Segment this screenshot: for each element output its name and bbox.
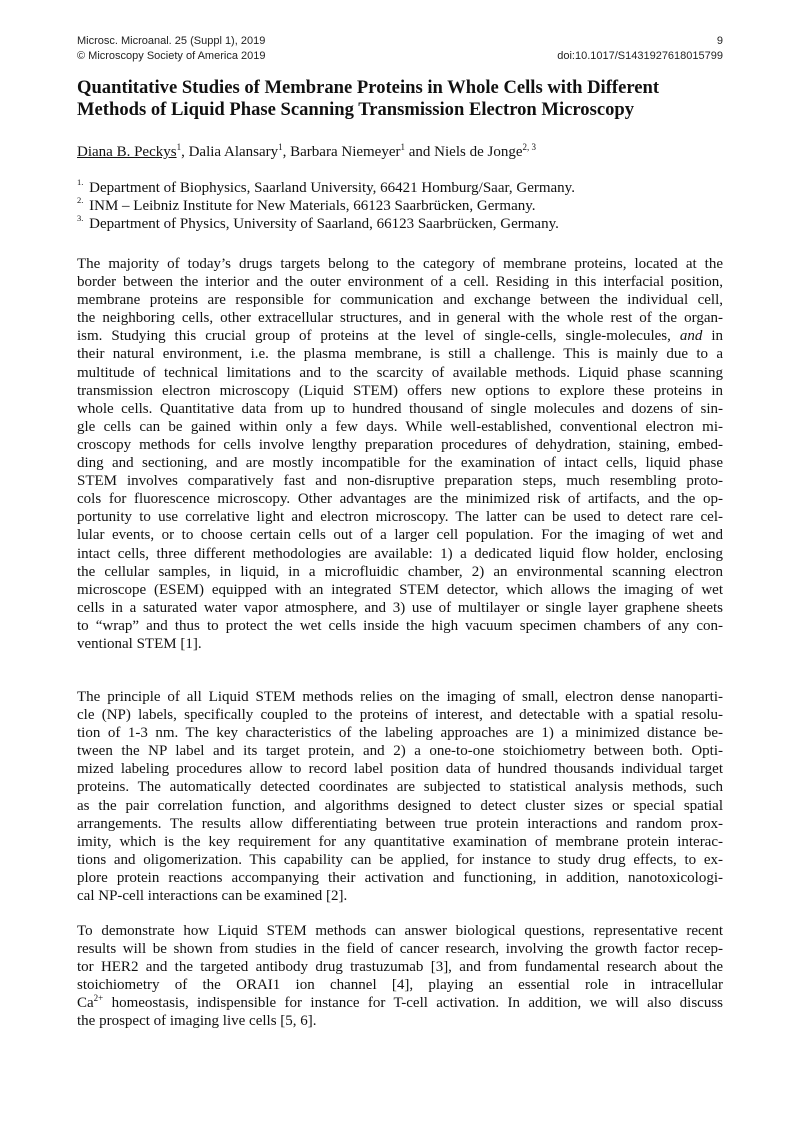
body-paragraph-2	[77, 688, 723, 905]
text-line: arrangements. The results allow differentiating between true protein interactions and random prox-	[77, 815, 723, 832]
paper-title	[77, 77, 727, 121]
text-line: multitude of technical limitations and to the scarcity of available methods. Liquid phase scanning	[77, 364, 723, 381]
author-separator: ,	[181, 144, 189, 160]
author-name: Diana B. Peckys	[77, 144, 177, 160]
author-name: Niels de Jonge	[434, 144, 523, 160]
emphasis-text: and	[679, 328, 703, 345]
author-affiliation-ref: 1	[400, 142, 405, 152]
author-affiliation-ref: 1	[278, 142, 283, 152]
text-line: stoichiometry of the ORAI1 ion channel [4], playing an essential role in intracellular	[77, 977, 723, 994]
text-line: ding and sectioning, and are mostly incompatible for the examination of intact cells, liquid phase	[77, 455, 723, 472]
author-name: Dalia Alansary	[188, 144, 279, 160]
text-line: tween the NP label and its target protein, and 2) a one-to-one stoichiometry between both. Opti-	[77, 743, 723, 760]
text-line: cells in a saturated water vapor atmosphere, and 3) use of multilayer or single layer graphene sheets	[77, 599, 723, 616]
author-affiliation-ref: 1	[176, 142, 182, 152]
line-text: ism. Studying this crucial group of proteins at the level of single-cells, single-molecules,	[77, 328, 671, 345]
author-list	[77, 143, 536, 161]
page-number: 9	[716, 35, 723, 47]
text-line: mized labeling procedures allow to record label position data of hundred thousands individual target	[77, 761, 723, 778]
ion-charge: 2+	[93, 993, 104, 1004]
text-line: border between the interior and the outer environment of a cell. Residing in this interfacial position,	[77, 274, 723, 291]
line-text: in	[702, 328, 724, 345]
text-line: proteins. The automatically detected coordinates are subjected to statistical analysis methods, such	[77, 779, 723, 796]
text-line: transmission electron microscopy (Liquid STEM) offers new options to explore these proteins in	[77, 382, 723, 399]
text-line: the prospect of imaging live cells [5, 6].	[77, 1013, 317, 1030]
text-line: whole cells. Quantitative data from up to hundred thousand of single molecules and dozens of sin-	[77, 400, 723, 417]
affiliation-item	[77, 215, 575, 233]
affiliation-list	[77, 179, 575, 233]
text-line: the neighboring cells, other extracellular structures, and in general with the whole rest of the organ-	[77, 310, 723, 327]
text-line: lular events, or to choose certain cells out of a larger cell population. For the imaging of wet and	[77, 527, 723, 544]
text-line: cal NP-cell interactions can be examined [2].	[77, 888, 348, 905]
text-line	[77, 994, 723, 1012]
author-separator: and	[405, 144, 435, 160]
text-line: plore protein reactions accompanying their activation and functioning, in addition, nanotoxicologi-	[77, 869, 723, 886]
text-line: The majority of today’s drugs targets belong to the category of membrane proteins, located at the	[77, 256, 723, 272]
body-paragraph-3	[77, 922, 723, 1031]
text-line: To demonstrate how Liquid STEM methods can answer biological questions, representative recent	[77, 923, 723, 939]
affiliation-number: 2.	[77, 195, 84, 205]
text-line: tions and oligomerization. This capability can be applied, for instance to study drug effects, to ex-	[77, 851, 723, 868]
text-line: microscope (ESEM) equipped with an integrated STEM detector, which allows the imaging of wet	[77, 581, 723, 598]
text-line: cle (NP) labels, specifically coupled to the proteins of interest, and detectable with a spatial resolu-	[77, 707, 723, 724]
affiliation-item	[77, 179, 575, 197]
text-line: gle cells can be gained within only a few days. While well-established, conventional electron mi-	[77, 418, 723, 435]
affiliation-number: 3.	[77, 213, 84, 223]
journal-citation: Microsc. Microanal. 25 (Suppl 1), 2019	[77, 35, 266, 47]
chemical-symbol: Ca	[77, 995, 94, 1012]
text-line: intact cells, three different methodologies are available: 1) a dedicated liquid flow holder, enclosing	[77, 545, 723, 562]
text-line: tor HER2 and the targeted antibody drug trastuzumab [3], and from fundamental research about the	[77, 959, 723, 976]
text-line: cols for fluorescence microscopy. Other advantages are the minimized risk of artifacts, and the op-	[77, 491, 723, 508]
title-line: Methods of Liquid Phase Scanning Transmission Electron Microscopy	[77, 99, 635, 120]
text-line: their natural environment, i.e. the plasma membrane, is still a challenge. This is mainly due to a	[77, 346, 723, 363]
page-meta	[557, 34, 723, 64]
text-line: membrane proteins are responsible for communication and exchange between the individual cell,	[77, 292, 723, 309]
text-line: The principle of all Liquid STEM methods relies on the imaging of small, electron dense nanoparti-	[77, 689, 723, 705]
text-line: as the pair correlation function, and algorithms designed to detect cluster sizes or special spatial	[77, 797, 723, 814]
copyright-notice: © Microscopy Society of America 2019	[77, 50, 266, 62]
author-separator: ,	[282, 144, 291, 160]
text-line: ventional STEM [1].	[77, 635, 202, 652]
affiliation-text: INM – Leibniz Institute for New Materials, 66123 Saarbrücken, Germany.	[89, 198, 536, 214]
doi-link[interactable]: doi:10.1017/S1431927618015799	[557, 50, 723, 62]
line-text: homeostasis, indispensible for instance for T-cell activation. In addition, we will also discuss	[111, 995, 723, 1012]
affiliation-number: 1.	[77, 177, 84, 187]
affiliation-item	[77, 197, 575, 215]
text-line: imity, which is the key requirement for any quantitative examination of membrane protein interac-	[77, 833, 723, 850]
body-paragraph-1	[77, 255, 723, 653]
text-line: to “wrap” and thus to protect the wet cells inside the high vacuum specimen chambers of any con-	[77, 617, 723, 634]
author-name: Barbara Niemeyer	[290, 144, 401, 160]
text-line: croscopy methods for cells involve lengthy preparation procedures of dehydration, staining, embed-	[77, 436, 723, 453]
text-line: STEM involves comparatively fast and non-disruptive preparation steps, much resembling proto-	[77, 473, 723, 490]
text-line: portunity to use correlative light and electron microscopy. The latter can be used to detect rare cel-	[77, 509, 723, 526]
affiliation-text: Department of Biophysics, Saarland University, 66421 Homburg/Saar, Germany.	[89, 180, 575, 196]
title-line: Quantitative Studies of Membrane Proteins in Whole Cells with Different	[77, 77, 660, 98]
author-affiliation-ref: 2, 3	[522, 142, 536, 152]
affiliation-text: Department of Physics, University of Saarland, 66123 Saarbrücken, Germany.	[89, 216, 559, 232]
text-line	[77, 327, 723, 345]
text-line: results will be shown from studies in the field of cancer research, involving the growth factor recep-	[77, 941, 723, 958]
text-line: the cellular samples, in liquid, in a microfluidic chamber, 2) an environmental scanning electron	[77, 563, 723, 580]
text-line: tion of 1-3 nm. The key characteristics of the labeling approaches are 1) a minimized distance be-	[77, 725, 723, 742]
journal-header	[77, 34, 265, 64]
